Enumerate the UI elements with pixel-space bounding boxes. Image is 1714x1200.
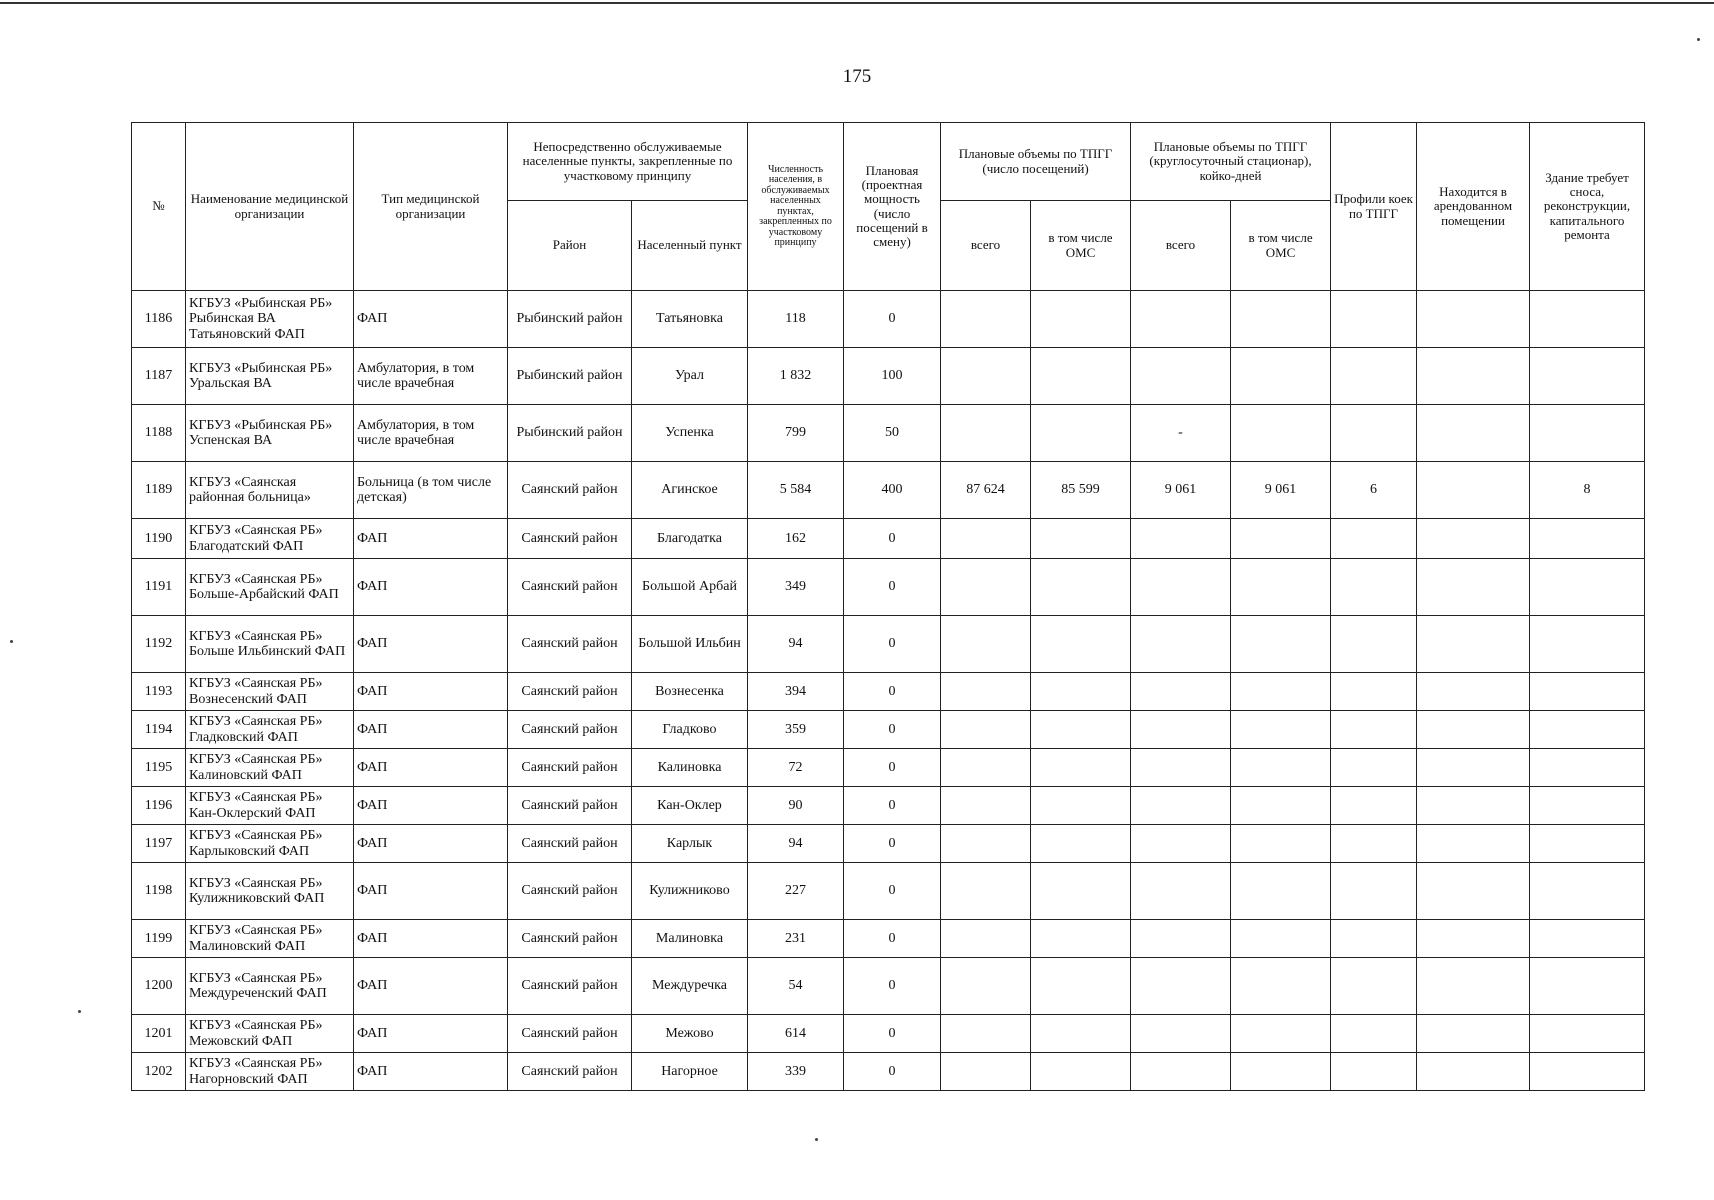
header-served-group: Непосредственно обслуживаемые населенные пункты, закрепленные по участковому принципу (508, 123, 748, 201)
cell-bed-profiles (1331, 787, 1417, 825)
cell-rented (1417, 787, 1530, 825)
cell-settlement: Карлык (632, 825, 748, 863)
cell-demolition (1530, 749, 1645, 787)
cell-no: 1201 (132, 1015, 186, 1053)
cell-no: 1187 (132, 348, 186, 405)
cell-settlement: Нагорное (632, 1053, 748, 1091)
cell-visits-oms (1031, 1053, 1131, 1091)
cell-population: 5 584 (748, 462, 844, 519)
cell-capacity: 0 (844, 787, 941, 825)
cell-bed-profiles (1331, 405, 1417, 462)
cell-no: 1188 (132, 405, 186, 462)
cell-rented (1417, 673, 1530, 711)
cell-visits-oms (1031, 348, 1131, 405)
cell-demolition (1530, 559, 1645, 616)
cell-capacity: 0 (844, 616, 941, 673)
cell-district: Саянский район (508, 825, 632, 863)
cell-capacity: 0 (844, 559, 941, 616)
cell-no: 1197 (132, 825, 186, 863)
cell-rented (1417, 1053, 1530, 1091)
cell-beddays-total (1131, 825, 1231, 863)
cell-visits-total (941, 405, 1031, 462)
cell-capacity: 50 (844, 405, 941, 462)
table-row (132, 749, 1645, 787)
cell-capacity: 100 (844, 348, 941, 405)
cell-demolition (1530, 348, 1645, 405)
medical-organizations-table (131, 122, 1645, 1091)
cell-settlement: Вознесенка (632, 673, 748, 711)
cell-visits-total (941, 291, 1031, 348)
cell-demolition (1530, 616, 1645, 673)
cell-bed-profiles (1331, 825, 1417, 863)
cell-beddays-oms (1231, 787, 1331, 825)
cell-visits-total (941, 1015, 1031, 1053)
header-no: № (132, 123, 186, 291)
header-population: Численность населения, в обслуживаемых населенных пунктах, закрепленных по участковому принципу (748, 123, 844, 291)
cell-demolition (1530, 825, 1645, 863)
cell-settlement: Кан-Оклер (632, 787, 748, 825)
cell-org-type: ФАП (354, 673, 508, 711)
cell-district: Саянский район (508, 920, 632, 958)
header-visits-oms: в том числе ОМС (1031, 201, 1131, 291)
cell-org-name: КГБУЗ «Саянская РБ» Вознесенский ФАП (186, 673, 354, 711)
cell-org-type: Амбулатория, в том числе врачебная (354, 405, 508, 462)
cell-district: Саянский район (508, 1015, 632, 1053)
cell-beddays-oms (1231, 405, 1331, 462)
cell-demolition (1530, 863, 1645, 920)
cell-rented (1417, 711, 1530, 749)
cell-capacity: 0 (844, 291, 941, 348)
cell-visits-total (941, 616, 1031, 673)
cell-no: 1189 (132, 462, 186, 519)
cell-bed-profiles (1331, 673, 1417, 711)
cell-rented (1417, 616, 1530, 673)
cell-visits-total: 87 624 (941, 462, 1031, 519)
cell-visits-total (941, 1053, 1031, 1091)
cell-visits-total (941, 920, 1031, 958)
cell-beddays-oms (1231, 711, 1331, 749)
cell-rented (1417, 462, 1530, 519)
cell-settlement: Благодатка (632, 519, 748, 559)
cell-population: 54 (748, 958, 844, 1015)
cell-beddays-total (1131, 863, 1231, 920)
cell-bed-profiles (1331, 711, 1417, 749)
cell-org-type: ФАП (354, 559, 508, 616)
cell-population: 94 (748, 825, 844, 863)
cell-district: Саянский район (508, 462, 632, 519)
cell-population: 1 832 (748, 348, 844, 405)
scan-speck (1697, 38, 1700, 41)
header-visits-group: Плановые объемы по ТПГГ (число посещений) (941, 123, 1131, 201)
header-beddays-group: Плановые объемы по ТПГГ (круглосуточный стационар), койко-дней (1131, 123, 1331, 201)
cell-population: 162 (748, 519, 844, 559)
cell-capacity: 0 (844, 825, 941, 863)
cell-demolition (1530, 711, 1645, 749)
page-number: 175 (842, 66, 872, 87)
cell-org-type: ФАП (354, 291, 508, 348)
table-row (132, 920, 1645, 958)
cell-org-name: КГБУЗ «Рыбинская РБ» Рыбинская ВА Татьяновский ФАП (186, 291, 354, 348)
cell-org-type: ФАП (354, 787, 508, 825)
cell-visits-oms (1031, 711, 1131, 749)
table-row (132, 616, 1645, 673)
cell-settlement: Малиновка (632, 920, 748, 958)
cell-beddays-total (1131, 958, 1231, 1015)
cell-org-name: КГБУЗ «Саянская РБ» Нагорновский ФАП (186, 1053, 354, 1091)
cell-visits-oms (1031, 863, 1131, 920)
cell-population: 231 (748, 920, 844, 958)
cell-district: Рыбинский район (508, 405, 632, 462)
cell-capacity: 0 (844, 863, 941, 920)
header-beddays-total: всего (1131, 201, 1231, 291)
cell-district: Саянский район (508, 749, 632, 787)
cell-visits-total (941, 348, 1031, 405)
cell-beddays-total (1131, 1015, 1231, 1053)
cell-settlement: Большой Арбай (632, 559, 748, 616)
cell-settlement: Большой Ильбин (632, 616, 748, 673)
cell-settlement: Гладково (632, 711, 748, 749)
cell-beddays-oms (1231, 749, 1331, 787)
cell-visits-total (941, 711, 1031, 749)
cell-beddays-oms (1231, 559, 1331, 616)
cell-district: Саянский район (508, 787, 632, 825)
cell-demolition (1530, 787, 1645, 825)
cell-beddays-total (1131, 1053, 1231, 1091)
cell-beddays-oms (1231, 291, 1331, 348)
cell-rented (1417, 1015, 1530, 1053)
cell-org-name: КГБУЗ «Саянская РБ» Больше Ильбинский ФАП (186, 616, 354, 673)
cell-settlement: Урал (632, 348, 748, 405)
cell-visits-total (941, 787, 1031, 825)
cell-visits-oms: 85 599 (1031, 462, 1131, 519)
cell-bed-profiles: 6 (1331, 462, 1417, 519)
cell-capacity: 0 (844, 1015, 941, 1053)
table-row (132, 787, 1645, 825)
table-row (132, 519, 1645, 559)
cell-org-type: ФАП (354, 863, 508, 920)
cell-rented (1417, 348, 1530, 405)
table-row (132, 1015, 1645, 1053)
cell-district: Саянский район (508, 1053, 632, 1091)
cell-org-type: ФАП (354, 749, 508, 787)
cell-visits-total (941, 958, 1031, 1015)
cell-capacity: 0 (844, 749, 941, 787)
table-row (132, 863, 1645, 920)
cell-demolition (1530, 958, 1645, 1015)
cell-district: Саянский район (508, 519, 632, 559)
cell-visits-oms (1031, 1015, 1131, 1053)
cell-beddays-total (1131, 519, 1231, 559)
cell-beddays-total (1131, 749, 1231, 787)
cell-beddays-total (1131, 291, 1231, 348)
cell-settlement: Междуречка (632, 958, 748, 1015)
cell-bed-profiles (1331, 348, 1417, 405)
cell-visits-oms (1031, 519, 1131, 559)
cell-demolition: 8 (1530, 462, 1645, 519)
cell-capacity: 0 (844, 519, 941, 559)
cell-org-name: КГБУЗ «Саянская РБ» Гладковский ФАП (186, 711, 354, 749)
cell-population: 90 (748, 787, 844, 825)
cell-rented (1417, 291, 1530, 348)
cell-bed-profiles (1331, 749, 1417, 787)
cell-district: Саянский район (508, 673, 632, 711)
cell-population: 94 (748, 616, 844, 673)
cell-org-name: КГБУЗ «Саянская РБ» Кулижниковский ФАП (186, 863, 354, 920)
cell-bed-profiles (1331, 958, 1417, 1015)
cell-demolition (1530, 519, 1645, 559)
cell-beddays-total (1131, 559, 1231, 616)
cell-org-name: КГБУЗ «Саянская РБ» Междуреченский ФАП (186, 958, 354, 1015)
cell-org-name: КГБУЗ «Саянская РБ» Кан-Оклерский ФАП (186, 787, 354, 825)
cell-bed-profiles (1331, 291, 1417, 348)
cell-district: Рыбинский район (508, 291, 632, 348)
cell-visits-oms (1031, 787, 1131, 825)
cell-rented (1417, 559, 1530, 616)
cell-visits-total (941, 863, 1031, 920)
cell-population: 614 (748, 1015, 844, 1053)
cell-bed-profiles (1331, 519, 1417, 559)
cell-org-type: ФАП (354, 1015, 508, 1053)
cell-district: Рыбинский район (508, 348, 632, 405)
cell-beddays-oms (1231, 519, 1331, 559)
cell-beddays-total: 9 061 (1131, 462, 1231, 519)
table-row (132, 958, 1645, 1015)
scan-speck (78, 1010, 81, 1013)
cell-visits-oms (1031, 616, 1131, 673)
cell-beddays-total (1131, 787, 1231, 825)
table-row (132, 1053, 1645, 1091)
cell-bed-profiles (1331, 616, 1417, 673)
cell-bed-profiles (1331, 1053, 1417, 1091)
cell-population: 359 (748, 711, 844, 749)
cell-beddays-oms: 9 061 (1231, 462, 1331, 519)
cell-beddays-oms (1231, 958, 1331, 1015)
cell-no: 1191 (132, 559, 186, 616)
cell-population: 339 (748, 1053, 844, 1091)
cell-population: 72 (748, 749, 844, 787)
header-org-type: Тип медицинской организации (354, 123, 508, 291)
cell-bed-profiles (1331, 559, 1417, 616)
cell-visits-oms (1031, 749, 1131, 787)
cell-capacity: 0 (844, 920, 941, 958)
cell-population: 227 (748, 863, 844, 920)
cell-bed-profiles (1331, 1015, 1417, 1053)
top-rule (0, 2, 1714, 4)
cell-beddays-oms (1231, 348, 1331, 405)
cell-no: 1200 (132, 958, 186, 1015)
table-row (132, 673, 1645, 711)
table-row (132, 348, 1645, 405)
cell-beddays-total (1131, 673, 1231, 711)
cell-no: 1202 (132, 1053, 186, 1091)
cell-beddays-oms (1231, 863, 1331, 920)
table-row (132, 462, 1645, 519)
cell-beddays-oms (1231, 673, 1331, 711)
cell-org-name: КГБУЗ «Саянская РБ» Благодатский ФАП (186, 519, 354, 559)
cell-settlement: Кулижниково (632, 863, 748, 920)
cell-visits-oms (1031, 920, 1131, 958)
cell-org-name: КГБУЗ «Саянская РБ» Карлыковский ФАП (186, 825, 354, 863)
cell-district: Саянский район (508, 958, 632, 1015)
cell-no: 1190 (132, 519, 186, 559)
cell-org-name: КГБУЗ «Саянская РБ» Малиновский ФАП (186, 920, 354, 958)
cell-no: 1193 (132, 673, 186, 711)
cell-no: 1192 (132, 616, 186, 673)
cell-capacity: 0 (844, 673, 941, 711)
cell-population: 799 (748, 405, 844, 462)
cell-visits-total (941, 519, 1031, 559)
cell-org-name: КГБУЗ «Саянская районная больница» (186, 462, 354, 519)
cell-org-type: ФАП (354, 920, 508, 958)
table-row (132, 559, 1645, 616)
cell-org-name: КГБУЗ «Саянская РБ» Калиновский ФАП (186, 749, 354, 787)
table-body (132, 291, 1645, 1091)
cell-beddays-oms (1231, 1015, 1331, 1053)
table-row (132, 825, 1645, 863)
cell-demolition (1530, 673, 1645, 711)
header-settlement: Населенный пункт (632, 201, 748, 291)
cell-demolition (1530, 920, 1645, 958)
scan-speck (10, 640, 13, 643)
cell-beddays-oms (1231, 1053, 1331, 1091)
cell-visits-oms (1031, 559, 1131, 616)
cell-rented (1417, 519, 1530, 559)
cell-org-type: Амбулатория, в том числе врачебная (354, 348, 508, 405)
cell-beddays-total (1131, 348, 1231, 405)
cell-no: 1195 (132, 749, 186, 787)
cell-demolition (1530, 1053, 1645, 1091)
cell-capacity: 0 (844, 1053, 941, 1091)
cell-visits-oms (1031, 958, 1131, 1015)
cell-district: Саянский район (508, 711, 632, 749)
cell-demolition (1530, 1015, 1645, 1053)
cell-no: 1194 (132, 711, 186, 749)
header-bed-profiles: Профили коек по ТПГГ (1331, 123, 1417, 291)
cell-capacity: 400 (844, 462, 941, 519)
cell-visits-total (941, 749, 1031, 787)
header-district: Район (508, 201, 632, 291)
cell-visits-oms (1031, 291, 1131, 348)
table-row (132, 291, 1645, 348)
cell-rented (1417, 405, 1530, 462)
cell-org-type: ФАП (354, 519, 508, 559)
cell-rented (1417, 863, 1530, 920)
cell-population: 118 (748, 291, 844, 348)
cell-rented (1417, 825, 1530, 863)
cell-visits-oms (1031, 825, 1131, 863)
cell-settlement: Успенка (632, 405, 748, 462)
cell-visits-total (941, 825, 1031, 863)
scan-speck (815, 1138, 818, 1141)
cell-org-type: ФАП (354, 958, 508, 1015)
cell-no: 1198 (132, 863, 186, 920)
cell-rented (1417, 920, 1530, 958)
cell-settlement: Агинское (632, 462, 748, 519)
cell-settlement: Межово (632, 1015, 748, 1053)
cell-demolition (1530, 291, 1645, 348)
cell-org-type: ФАП (354, 711, 508, 749)
cell-beddays-total (1131, 920, 1231, 958)
cell-org-name: КГБУЗ «Рыбинская РБ» Успенская ВА (186, 405, 354, 462)
cell-no: 1199 (132, 920, 186, 958)
header-demolition: Здание требует сноса, реконструкции, капитального ремонта (1530, 123, 1645, 291)
header-rented: Находится в арендованном помещении (1417, 123, 1530, 291)
cell-org-name: КГБУЗ «Рыбинская РБ» Уральская ВА (186, 348, 354, 405)
cell-visits-oms (1031, 673, 1131, 711)
cell-org-name: КГБУЗ «Саянская РБ» Межовский ФАП (186, 1015, 354, 1053)
header-org-name: Наименование медицинской организации (186, 123, 354, 291)
cell-demolition (1530, 405, 1645, 462)
cell-beddays-oms (1231, 825, 1331, 863)
cell-capacity: 0 (844, 958, 941, 1015)
table-row (132, 711, 1645, 749)
cell-beddays-oms (1231, 920, 1331, 958)
cell-org-type: Больница (в том числе детская) (354, 462, 508, 519)
header-beddays-oms: в том числе ОМС (1231, 201, 1331, 291)
cell-bed-profiles (1331, 920, 1417, 958)
cell-org-type: ФАП (354, 616, 508, 673)
cell-beddays-oms (1231, 616, 1331, 673)
cell-district: Саянский район (508, 559, 632, 616)
cell-population: 349 (748, 559, 844, 616)
cell-district: Саянский район (508, 616, 632, 673)
cell-capacity: 0 (844, 711, 941, 749)
cell-beddays-total (1131, 711, 1231, 749)
cell-visits-total (941, 673, 1031, 711)
cell-population: 394 (748, 673, 844, 711)
cell-bed-profiles (1331, 863, 1417, 920)
header-capacity: Плановая (проектная мощность (число посещений в смену) (844, 123, 941, 291)
cell-no: 1186 (132, 291, 186, 348)
cell-beddays-total: - (1131, 405, 1231, 462)
cell-org-name: КГБУЗ «Саянская РБ» Больше-Арбайский ФАП (186, 559, 354, 616)
cell-rented (1417, 749, 1530, 787)
cell-visits-total (941, 559, 1031, 616)
cell-visits-oms (1031, 405, 1131, 462)
cell-settlement: Татьяновка (632, 291, 748, 348)
cell-beddays-total (1131, 616, 1231, 673)
cell-org-type: ФАП (354, 825, 508, 863)
cell-org-type: ФАП (354, 1053, 508, 1091)
table-row (132, 405, 1645, 462)
cell-settlement: Калиновка (632, 749, 748, 787)
cell-district: Саянский район (508, 863, 632, 920)
cell-no: 1196 (132, 787, 186, 825)
header-visits-total: всего (941, 201, 1031, 291)
cell-rented (1417, 958, 1530, 1015)
